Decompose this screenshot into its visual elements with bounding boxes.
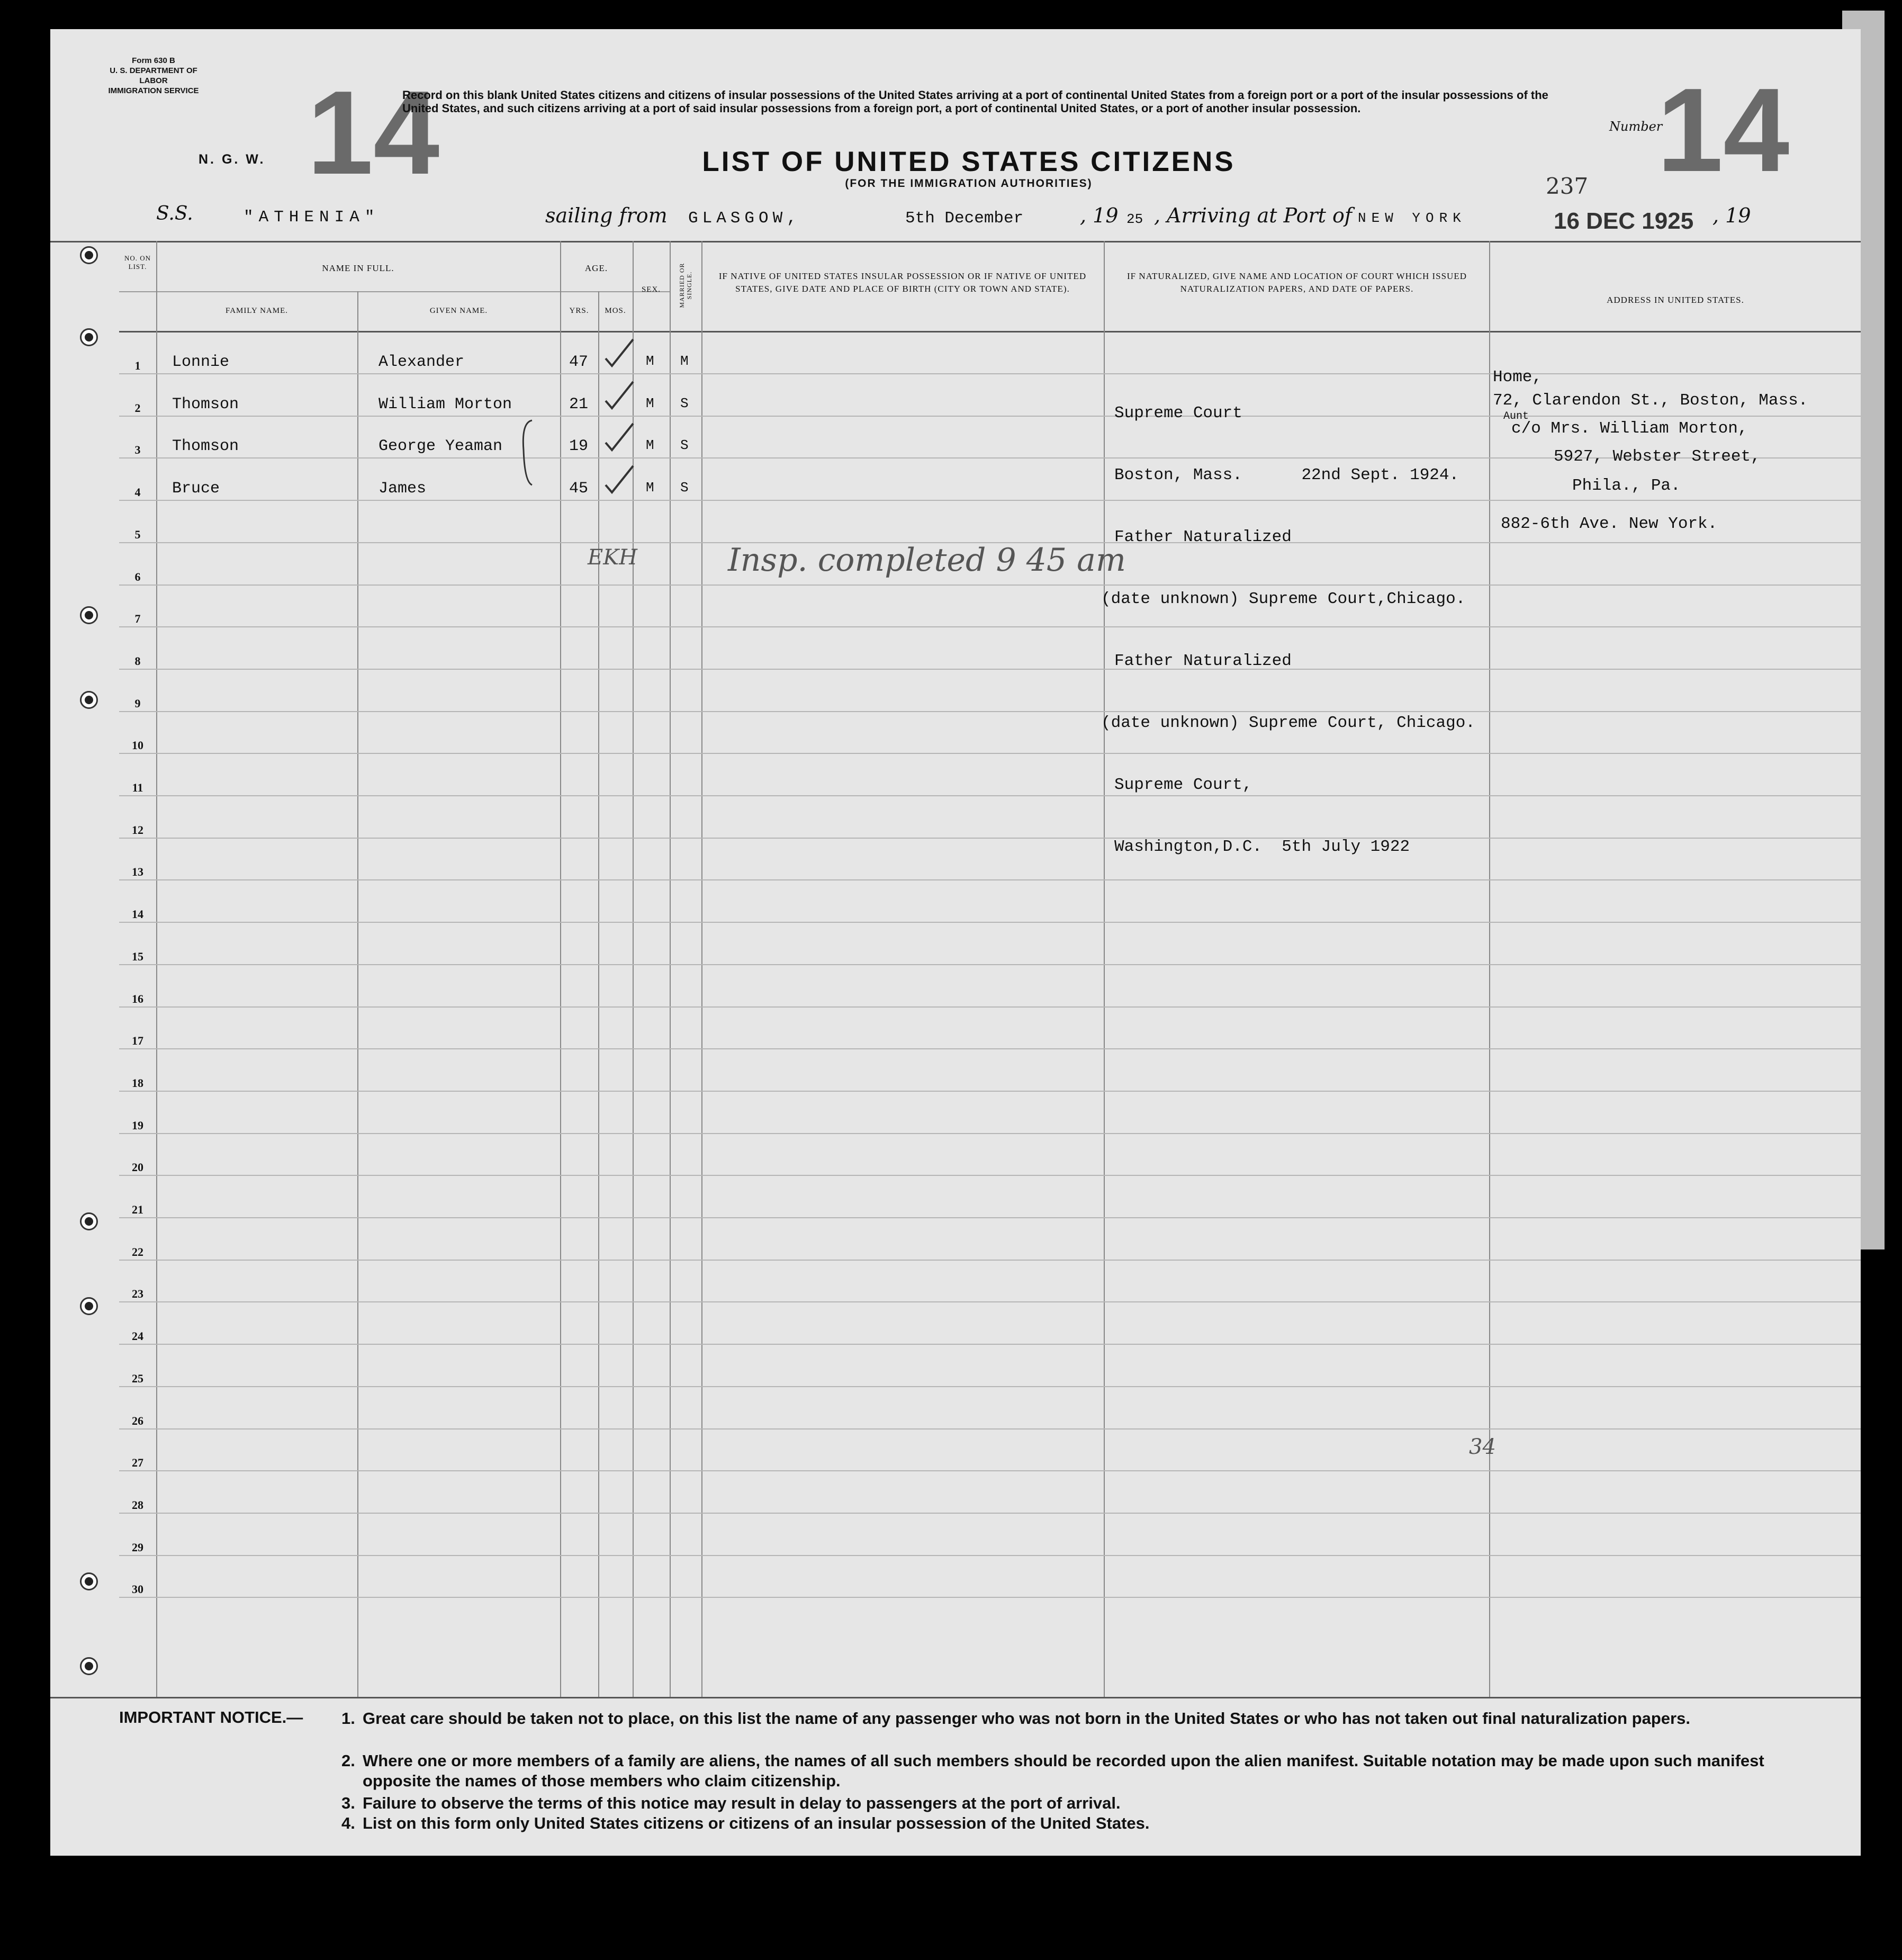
year-prefix: , 19: [1080, 204, 1119, 227]
row-number: 3: [134, 443, 141, 457]
header-name-in-full: NAME IN FULL.: [322, 263, 394, 273]
row-number: 12: [132, 823, 143, 837]
header-months: MOS.: [605, 307, 626, 315]
handwritten-page-mark: 34: [1469, 1435, 1496, 1459]
form-initials: N. G. W.: [199, 152, 266, 167]
row-rule: [119, 1470, 1861, 1471]
row-rule: [119, 1301, 1861, 1302]
header-married-or-single: MARRIED OR SINGLE.: [678, 263, 693, 308]
header-given-name: GIVEN NAME.: [429, 307, 488, 315]
naturalization-details: [1101, 362, 1475, 898]
row-number: 30: [132, 1583, 143, 1596]
naturalization-line: Father Naturalized: [1114, 652, 1292, 670]
arrival-date-stamp: 16 DEC 1925: [1554, 208, 1694, 234]
punch-hole-icon: [80, 1657, 98, 1675]
checkmark-icon: [603, 464, 635, 496]
row-rule: [119, 1217, 1861, 1218]
row-number: 29: [132, 1540, 143, 1554]
notice-item: Where one or more members of a family are aliens, the names of all such members should be recorded upon the alien manifest. Suitable notation may be made upon such manifest opposite the names of those members who claim citizenship.: [363, 1751, 1764, 1790]
passenger-sex: M: [646, 395, 654, 411]
passenger-sex: M: [646, 437, 654, 454]
row-rule: [119, 1048, 1861, 1049]
row-number: 28: [132, 1498, 143, 1512]
row-number: 26: [132, 1414, 143, 1427]
passenger-age-years: 47: [569, 353, 589, 371]
punch-hole-icon: [80, 1572, 98, 1590]
row-number: 6: [134, 570, 141, 583]
header-sex: SEX.: [641, 285, 661, 294]
checkmark-icon: [603, 380, 635, 411]
row-rule: [119, 669, 1861, 670]
row-rule: [119, 1175, 1861, 1176]
passenger-family-name: Lonnie: [172, 353, 230, 371]
punch-hole-icon: [80, 1212, 98, 1230]
passenger-family-name: Thomson: [172, 437, 239, 456]
arriving-at-port-label: , Arriving at Port of: [1154, 204, 1352, 227]
row-rule: [119, 1133, 1861, 1134]
row-rule: [119, 373, 1861, 374]
header-number-on-list: NO. ON LIST.: [124, 254, 151, 271]
row-rule: [119, 711, 1861, 712]
row-rule: [119, 1386, 1861, 1387]
row-number: 1: [134, 359, 141, 372]
port-of-departure: GLASGOW,: [688, 209, 801, 228]
row-rule: [119, 922, 1861, 923]
passenger-given-name: George Yeaman: [378, 437, 503, 456]
row-rule: [119, 626, 1861, 627]
row-number: 10: [132, 739, 143, 752]
row-rule: [119, 1006, 1861, 1008]
row-number: 11: [132, 781, 143, 794]
notice-item: List on this form only United States citizens or citizens of an insular possession of the United States.: [363, 1814, 1150, 1832]
notice-item: Great care should be taken not to place, on this list the name of any passenger who was not born in the United States or who has not taken out final naturalization papers.: [363, 1709, 1690, 1728]
row-number: 17: [132, 1034, 143, 1048]
passenger-marital-status: S: [680, 437, 689, 454]
naturalization-line: Washington,D.C. 5th July 1922: [1114, 838, 1410, 856]
row-rule: [119, 585, 1861, 586]
checkmark-icon: [603, 337, 635, 369]
row-number: 23: [132, 1287, 143, 1301]
naturalization-line: Boston, Mass. 22nd Sept. 1924.: [1114, 466, 1459, 484]
address-line: 72, Clarendon St., Boston, Mass.: [1493, 391, 1808, 410]
header-native-birth: IF NATIVE OF UNITED STATES INSULAR POSSESSION OR IF NATIVE OF UNITED STATES, GIVE DATE AND PLACE OF BIRTH (CITY OR TOWN AND STATE).: [718, 271, 1087, 294]
naturalization-line: Supreme Court: [1114, 404, 1242, 422]
row-number: 15: [132, 949, 143, 963]
notice-item-number: 4.: [341, 1814, 355, 1832]
row-number: 9: [134, 696, 141, 710]
passenger-marital-status: M: [680, 353, 689, 369]
row-rule: [119, 879, 1861, 880]
passenger-family-name: Bruce: [172, 480, 220, 498]
notice-item-number: 3.: [341, 1794, 355, 1812]
passenger-age-years: 21: [569, 395, 589, 413]
stamped-number-left: 14: [307, 66, 440, 199]
naturalization-line: Father Naturalized: [1114, 528, 1292, 546]
row-rule: [119, 795, 1861, 796]
ship-name: "ATHENIA": [244, 208, 380, 227]
row-number: 18: [132, 1076, 143, 1090]
row-number: 7: [134, 612, 141, 626]
stamped-number-right: 14: [1657, 63, 1790, 196]
port-of-arrival: NEW YORK: [1358, 210, 1466, 226]
header-years: YRS.: [569, 307, 589, 315]
instruction-text: Record on this blank United States citizens and citizens of insular possessions of the United States arriving at a port of continental United States from a foreign port or a port of the insular possessions of the United States, and such citizens arriving at a port of said insular possessions from a foreign port, a port of continental United States, or a port of another insular possession.: [402, 88, 1548, 115]
passenger-age-years: 45: [569, 480, 589, 498]
family-bracket: [516, 418, 537, 487]
header-age: AGE.: [584, 263, 608, 273]
address-line: 5927, Webster Street,: [1554, 447, 1761, 466]
naturalization-line: Supreme Court,: [1114, 776, 1252, 794]
handwritten-initials: EKH: [588, 545, 637, 570]
passenger-sex: M: [646, 480, 654, 496]
manifest-page: [50, 29, 1861, 1856]
row-rule: [119, 1597, 1861, 1598]
header-address: ADDRESS IN UNITED STATES.: [1607, 295, 1744, 305]
punch-hole-icon: [80, 606, 98, 624]
number-label: Number: [1609, 119, 1663, 134]
row-rule: [119, 500, 1861, 501]
notice-item-number: 2.: [341, 1751, 355, 1770]
row-rule: [119, 1091, 1861, 1092]
row-number: 13: [132, 865, 143, 879]
row-rule: [119, 753, 1861, 754]
passenger-age-years: 19: [569, 437, 589, 456]
passenger-given-name: James: [378, 480, 427, 498]
page-title: LIST OF UNITED STATES CITIZENS: [702, 146, 1236, 177]
row-rule: [119, 416, 1861, 417]
row-rule: [119, 964, 1861, 965]
checkmark-icon: [603, 421, 635, 453]
department-label: U. S. DEPARTMENT OF LABOR: [110, 66, 197, 85]
address-line: c/o Mrs. William Morton,: [1511, 419, 1748, 438]
year-suffix: , 19: [1712, 204, 1751, 227]
punch-hole-icon: [80, 246, 98, 264]
naturalization-line: (date unknown) Supreme Court,Chicago.: [1101, 590, 1466, 608]
punch-hole-icon: [80, 1297, 98, 1315]
row-number: 22: [132, 1245, 143, 1258]
naturalization-line: (date unknown) Supreme Court, Chicago.: [1101, 714, 1475, 732]
page-subtitle: (FOR THE IMMIGRATION AUTHORITIES): [845, 177, 1093, 190]
row-number: 14: [132, 907, 143, 921]
departure-date: 5th December: [905, 209, 1024, 228]
ss-label: S.S.: [156, 203, 193, 224]
passenger-marital-status: S: [680, 480, 689, 496]
row-rule: [119, 838, 1861, 839]
row-rule: [119, 1428, 1861, 1429]
row-number: 16: [132, 992, 143, 1005]
header-family-name: FAMILY NAME.: [226, 307, 288, 315]
passenger-family-name: Thomson: [172, 395, 239, 413]
row-number: 5: [134, 527, 141, 541]
notice-heading: IMPORTANT NOTICE.—: [119, 1708, 303, 1727]
departure-year: 25: [1126, 211, 1143, 227]
handwritten-inspection-note: Insp. completed 9 45 am: [728, 542, 1126, 579]
row-number: 8: [134, 654, 141, 668]
address-line: 882-6th Ave. New York.: [1501, 515, 1718, 533]
row-rule: [119, 1260, 1861, 1261]
passenger-marital-status: S: [680, 395, 689, 411]
row-number: 20: [132, 1161, 143, 1174]
notice-item: Failure to observe the terms of this notice may result in delay to passengers at the port of arrival.: [363, 1794, 1121, 1812]
passenger-sex: M: [646, 353, 654, 369]
service-label: IMMIGRATION SERVICE: [108, 86, 199, 95]
punch-hole-icon: [80, 691, 98, 709]
row-number: 24: [132, 1329, 143, 1343]
passenger-given-name: William Morton: [378, 395, 512, 413]
row-number: 4: [134, 485, 141, 499]
stamp-number: 237: [1546, 173, 1589, 199]
address-line: Home,: [1493, 368, 1543, 386]
row-number: 25: [132, 1371, 143, 1385]
notice-item-number: 1.: [341, 1709, 355, 1728]
row-rule: [119, 1344, 1861, 1345]
row-number: 19: [132, 1118, 143, 1132]
punch-hole-icon: [80, 328, 98, 346]
address-line: Aunt: [1503, 410, 1529, 422]
row-number: 2: [134, 401, 141, 415]
passenger-given-name: Alexander: [378, 353, 465, 371]
address-line: Phila., Pa.: [1572, 476, 1681, 495]
row-number: 21: [132, 1203, 143, 1216]
row-rule: [119, 1555, 1861, 1556]
header-naturalization: IF NATURALIZED, GIVE NAME AND LOCATION OF COURT WHICH ISSUED NATURALIZATION PAPERS, AND DATE OF PAPERS.: [1126, 271, 1467, 294]
form-number: Form 630 B: [132, 56, 175, 65]
row-rule: [119, 1513, 1861, 1514]
row-number: 27: [132, 1456, 143, 1470]
sailing-from-label: sailing from: [545, 204, 668, 227]
